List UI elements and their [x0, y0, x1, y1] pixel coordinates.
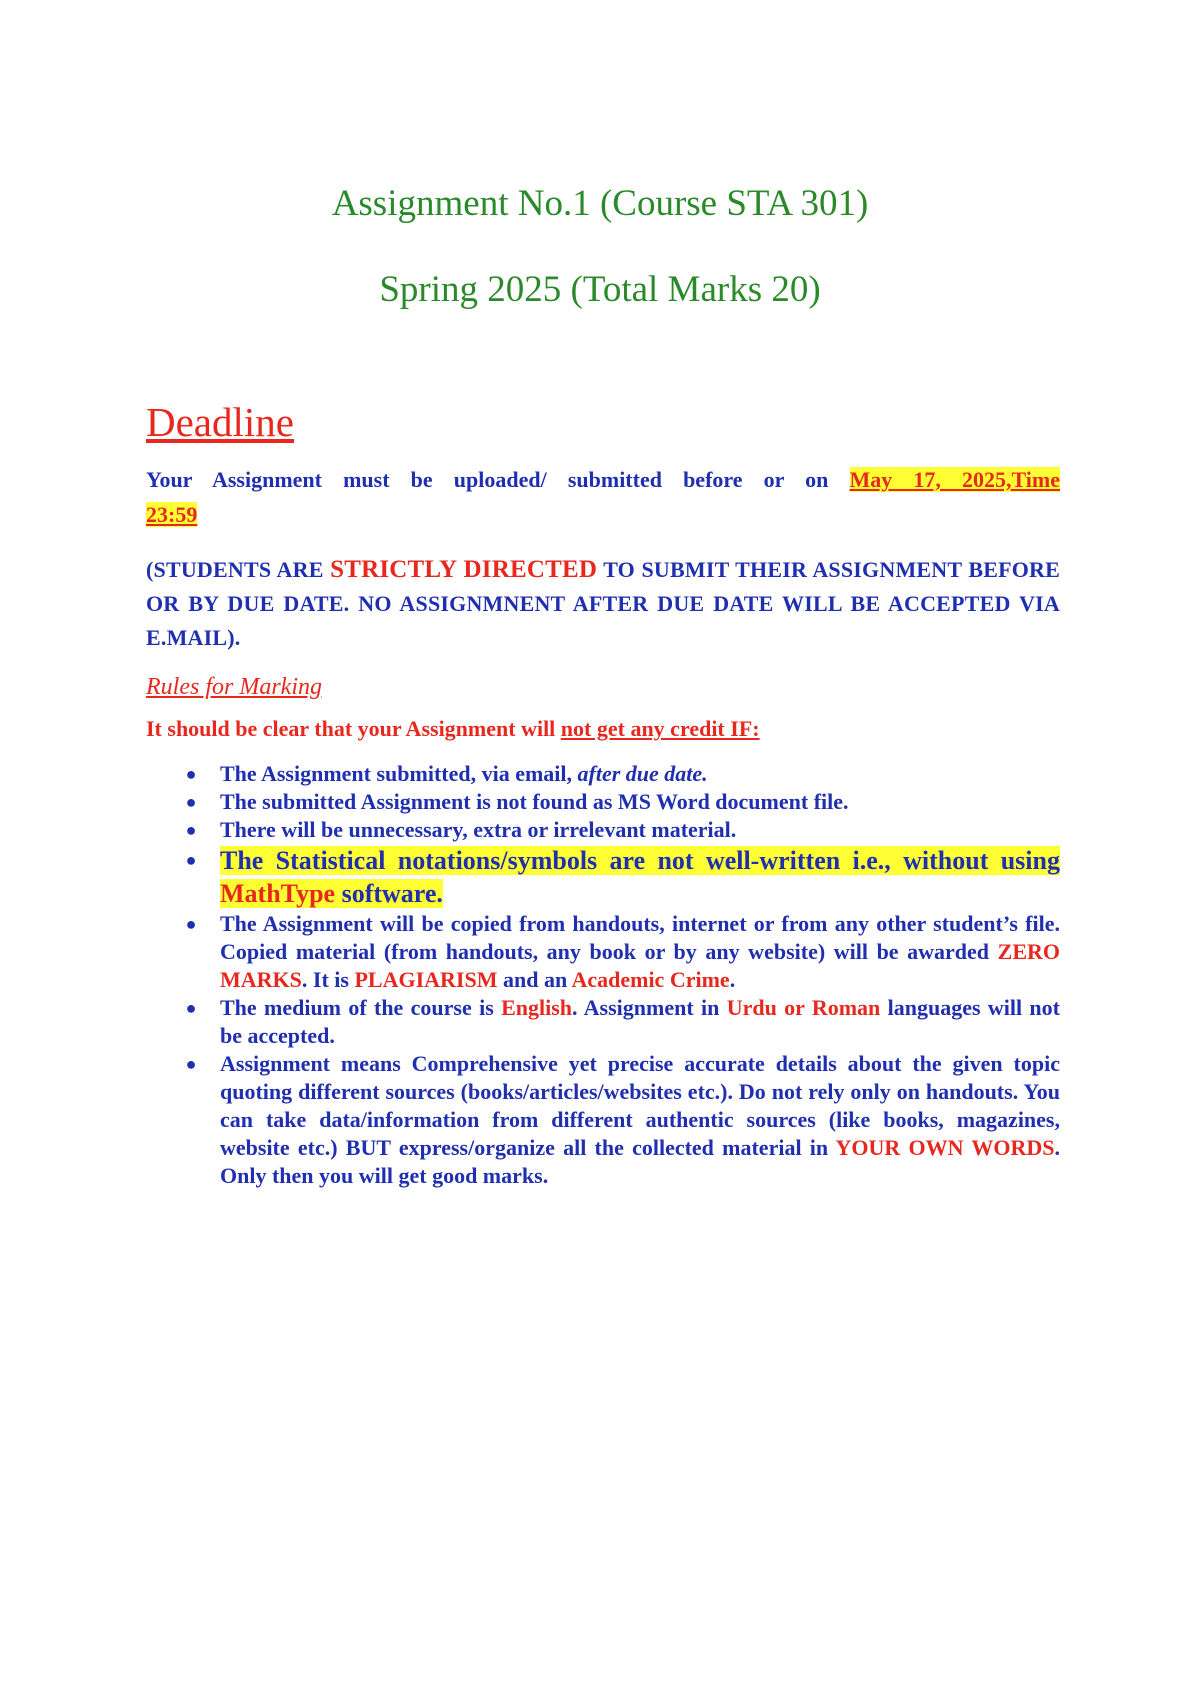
item-text: . Only then you will get good marks.: [220, 1135, 1060, 1188]
bullet-icon: ●: [185, 1054, 197, 1074]
academic-crime: Academic Crime: [571, 967, 730, 992]
submission-notice: [146, 553, 1060, 655]
bullet-icon: ●: [185, 850, 197, 870]
credit-underlined: not get any credit IF:: [560, 716, 760, 741]
credit-condition: [146, 714, 760, 744]
upload-text: Your Assignment must be uploaded/ submitted before or on: [146, 467, 850, 492]
list-item: [180, 1050, 1060, 1190]
bullet-icon: ●: [185, 914, 197, 934]
highlighted-text: [220, 846, 1060, 908]
item-text: The Assignment submitted, via email,: [220, 761, 578, 786]
semester-marks-title: Spring 2025 (Total Marks 20): [379, 269, 821, 310]
own-words: YOUR OWN WORDS: [835, 1135, 1055, 1160]
assignment-title: Assignment No.1 (Course STA 301): [331, 183, 869, 224]
item-text: The Assignment will be copied from handouts, internet or from any other student’s file. Copied material (from handouts, any book or by any website) will be awarded: [220, 911, 1060, 964]
item-text: The Statistical notations/symbols are not well-written i.e., without using: [220, 846, 1060, 875]
plagiarism: PLAGIARISM: [354, 967, 498, 992]
item-text: . Assignment in: [572, 995, 727, 1020]
item-text: Assignment means Comprehensive yet precise accurate details about the given topic quoting different sources (books/articles/websites etc.). Do not rely only on handouts. You can take data/information from different authentic sources (like books, magazines, website etc.) BUT express/organize all the collected material in: [220, 1051, 1060, 1160]
list-item: [180, 994, 1060, 1050]
bullet-icon: ●: [185, 998, 197, 1018]
urdu-roman: Urdu or Roman: [726, 995, 881, 1020]
list-item: [180, 816, 1060, 844]
item-text: . It is: [301, 967, 355, 992]
bullet-icon: ●: [185, 764, 197, 784]
notice-rest: TO SUBMIT THEIR ASSIGNMENT BEFORE OR BY DUE DATE. NO ASSIGNMNENT AFTER DUE DATE WILL BE ACCEPTED VIA E.MAIL).: [146, 557, 1060, 650]
notice-open: (STUDENTS ARE: [146, 557, 331, 582]
english: English: [501, 995, 573, 1020]
upload-instruction: [146, 463, 1060, 497]
bullet-icon: ●: [185, 792, 197, 812]
list-item: [180, 760, 1060, 788]
item-text: .: [729, 967, 736, 992]
bullet-icon: ●: [185, 820, 197, 840]
rules-list: [180, 760, 1060, 1190]
mathtype-label: MathType: [220, 879, 336, 908]
list-item: [180, 910, 1060, 994]
item-text-end: software.: [335, 879, 443, 908]
rules-heading: Rules for Marking: [146, 674, 322, 700]
item-italic: after due date.: [577, 761, 708, 786]
list-item: [180, 788, 1060, 816]
deadline-date: May 17, 2025,Time: [849, 467, 1060, 492]
item-text: languages will not be accepted.: [220, 995, 1060, 1048]
deadline-time-line: [146, 498, 1060, 532]
deadline-heading: Deadline: [146, 399, 294, 445]
item-text: The medium of the course is: [220, 995, 502, 1020]
zero-marks: ZERO MARKS: [220, 939, 1060, 992]
item-text: and an: [497, 967, 572, 992]
item-text: The submitted Assignment is not found as MS Word document file.: [220, 789, 849, 814]
list-item: [180, 844, 1060, 910]
credit-text: It should be clear that your Assignment will: [146, 716, 561, 741]
deadline-time: 23:59: [146, 502, 198, 527]
item-text: There will be unnecessary, extra or irrelevant material.: [220, 817, 737, 842]
strictly-directed: STRICTLY DIRECTED: [330, 556, 598, 583]
